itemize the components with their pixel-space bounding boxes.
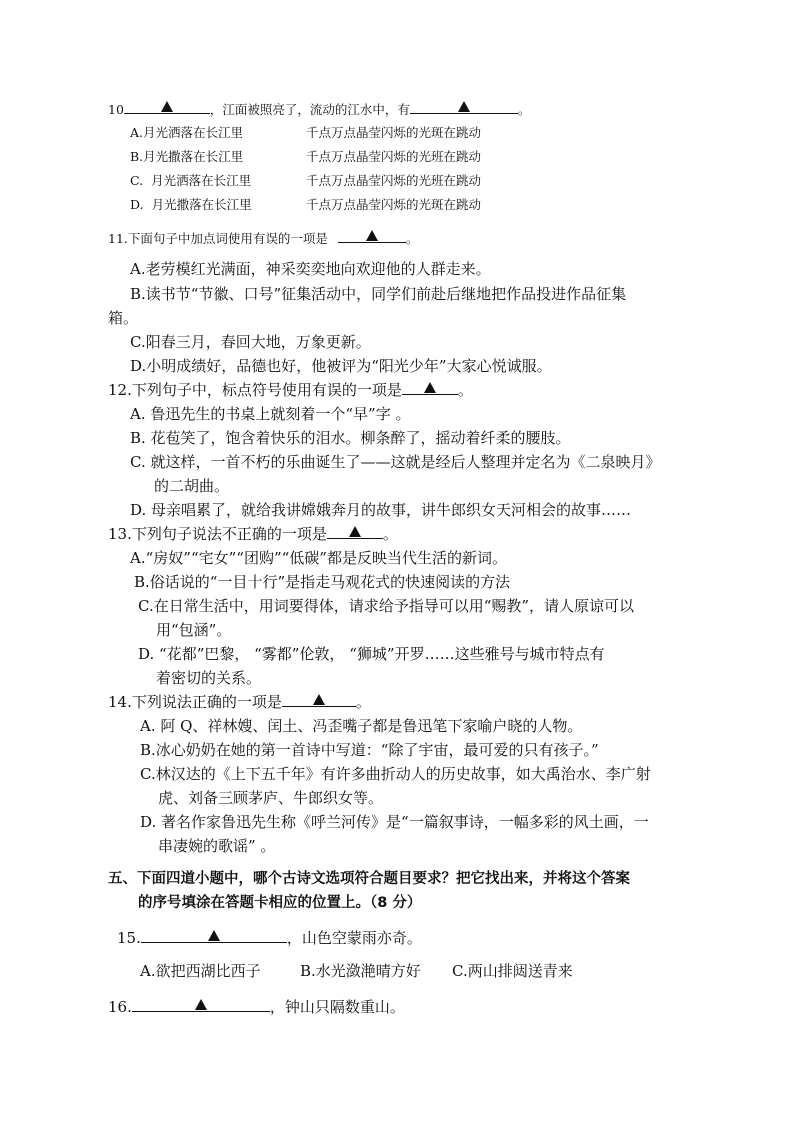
question-15-stem: 15. ，山色空蒙雨亦奇。 xyxy=(117,929,422,947)
answer-blank xyxy=(410,99,518,114)
option-c-right: 千点万点晶莹闪烁的光班在跳动 xyxy=(306,173,482,188)
triangle-marker-icon xyxy=(208,930,220,941)
option-c-continued: 虎、刘备三顾茅庐、牛郎织女等。 xyxy=(158,789,384,807)
triangle-marker-icon xyxy=(313,694,325,705)
option-d: D. “花都”巴黎， “雾都”伦敦， “狮城”开罗……这些雅号与城市特点有 xyxy=(138,645,605,663)
option-d: D. 月光撒落在长江里 xyxy=(130,197,252,212)
answer-blank xyxy=(402,380,458,395)
option-c: C. 就这样，一首不朽的乐曲诞生了——这就是经后人整理并定名为《二泉映月》 xyxy=(130,453,661,471)
option-c: C.两山排闼送青来 xyxy=(452,962,573,980)
answer-blank xyxy=(124,99,210,114)
question-text: ，江面被照亮了，流动的江水中，有 xyxy=(209,102,410,117)
option-b-right: 千点万点晶莹闪烁的光班在跳动 xyxy=(306,149,482,164)
triangle-marker-icon xyxy=(349,526,361,537)
question-14-stem: 14.下列说法正确的一项是 。 xyxy=(108,693,371,711)
answer-blank xyxy=(141,928,287,943)
option-c-continued: 用“包涵”。 xyxy=(156,621,232,639)
option-d: D.小明成绩好，品德也好，他被评为“阳光少年”大家心悦诚服。 xyxy=(130,357,552,375)
answer-blank xyxy=(132,997,270,1012)
triangle-marker-icon xyxy=(366,230,378,241)
option-c: C.在日常生活中，用词要得体，请求给予指导可以用“赐教”，请人原谅可以 xyxy=(138,597,635,615)
section-5-heading-continued: 的序号填涂在答题卡相应的位置上。（8 分） xyxy=(138,895,422,911)
question-10-stem: 10 ，江面被照亮了，流动的江水中，有 。 xyxy=(108,99,530,120)
option-a: A. 鲁迅先生的书桌上就刻着一个“早”字 。 xyxy=(130,405,411,423)
option-d-continued: 串凄婉的歌谣” 。 xyxy=(158,837,276,855)
option-b: B. 花苞笑了，饱含着快乐的泪水。柳条醉了，摇动着纤柔的腰肢。 xyxy=(130,429,571,447)
option-a-right: 千点万点晶莹闪烁的光斑在跳动 xyxy=(306,125,482,140)
question-number: 10 xyxy=(108,102,124,117)
question-11-stem: 11.下面句子中加点词使用有误的一项是 。 xyxy=(108,228,418,249)
question-12-stem: 12.下列句子中，标点符号使用有误的一项是 。 xyxy=(108,381,473,399)
option-b: B.月光撒落在长江里 xyxy=(130,149,244,164)
option-d-continued: 着密切的关系。 xyxy=(156,669,262,687)
triangle-marker-icon xyxy=(195,999,207,1010)
option-a: A.“房奴”“宅女”“团购”“低碳”都是反映当代生活的新词。 xyxy=(130,549,507,567)
triangle-marker-icon xyxy=(458,101,470,112)
option-a: A. 阿 Q、祥林嫂、闰土、冯歪嘴子都是鲁迅笔下家喻户晓的人物。 xyxy=(140,717,583,735)
option-d: D. 母亲唱累了，就给我讲嫦娥奔月的故事，讲牛郎织女天河相会的故事…… xyxy=(130,501,632,519)
option-a: A.月光洒落在长江里 xyxy=(130,125,244,140)
answer-blank xyxy=(327,524,383,539)
option-b-continued: 箱。 xyxy=(108,309,139,327)
triangle-marker-icon xyxy=(424,382,436,393)
question-13-stem: 13.下列句子说法不正确的一项是 。 xyxy=(108,525,398,543)
option-c-continued: 的二胡曲。 xyxy=(154,477,230,495)
option-a: A.欲把西湖比西子 xyxy=(140,962,261,980)
option-b: B.俗话说的“一目十行”是指走马观花式的快速阅读的方法 xyxy=(134,573,511,591)
option-d: D. 著名作家鲁迅先生称《呼兰河传》是“一篇叙事诗，一幅多彩的风土画，一 xyxy=(140,813,649,831)
option-b: B.水光潋滟晴方好 xyxy=(300,962,421,980)
triangle-marker-icon xyxy=(161,101,173,112)
option-b: B.冰心奶奶在她的第一首诗中写道：“除了宇宙，最可爱的只有孩子。” xyxy=(140,741,599,759)
option-c: C.林汉达的《上下五千年》有许多曲折动人的历史故事，如大禹治水、李广射 xyxy=(140,765,651,783)
question-16-stem: 16. ，钟山只隔数重山。 xyxy=(108,998,405,1016)
answer-blank xyxy=(338,228,406,243)
option-c: C. 月光洒落在长江里 xyxy=(130,173,252,188)
section-5-heading: 五、下面四道小题中，哪个古诗文选项符合题目要求？把它找出来，并将这个答案 xyxy=(108,871,630,887)
option-a: A.老劳模红光满面，神采奕奕地向欢迎他的人群走来。 xyxy=(130,260,491,278)
option-d-right: 千点万点晶莹闪烁的光斑在跳动 xyxy=(306,197,482,212)
option-c: C.阳春三月，春回大地，万象更新。 xyxy=(130,333,371,351)
answer-blank xyxy=(282,692,356,707)
option-b: B.读书节“节徽、口号”征集活动中，同学们前赴后继地把作品投进作品征集 xyxy=(130,285,627,303)
